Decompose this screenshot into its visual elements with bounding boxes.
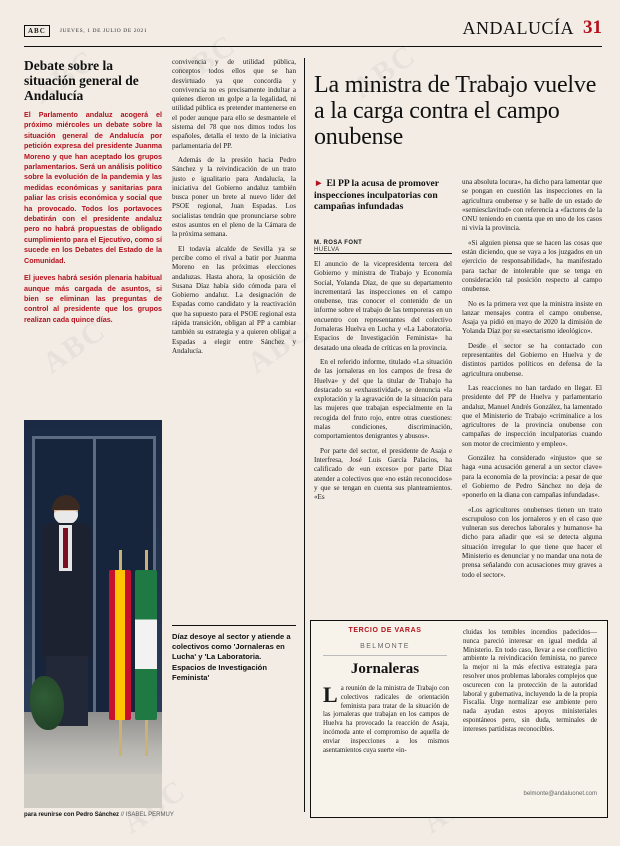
body-paragraph: Por parte del sector, el presidente de Asaja e Interfresa, José Luis García Palacios, ha calificado de «un exceso» por parte Díaz atender a colectivos que «no están reconocidos» y que se tengan en cuenta sus planteamientos. «Es <box>314 446 452 502</box>
byline-author: M. ROSA FONT <box>314 240 363 246</box>
body-paragraph: Las reacciones no han tardado en llegar. El presidente del PP de Huelva y parlamentario andaluz, Manuel Andrés González, ha lamentado que el Ministerio de Trabajo «criminalice a los agricultores de la provincia onubense con campañas de inspección inculpatorias cuando son motor de crecimiento y empleo». <box>462 383 602 448</box>
body-paragraph: «Si alguien piensa que se hacen las cosas que están diciendo, que se vaya a los juzgados en un ejercicio de responsabilidad», ha manifestado para tachar de intolerable que se tenga en consideración tal posición respecto al campo onubense. <box>462 238 602 294</box>
caption-credit: // ISABEL PERMUY <box>120 812 174 818</box>
body-paragraph: «Los agricultores onubenses tienen un trato escrupuloso con los jornaleros y en el caso que vulneran sus derechos laborales y humanos» ha dicho para añadir que «si se detecta alguna situación irregular lo que tiene que hacer el Ministerio es denunciar y no mandar una nota de prensa señalando con acusaciones muy graves a todo el sector». <box>462 505 602 579</box>
body-paragraph: El anuncio de la vicepresidenta tercera del Gobierno y ministra de Trabajo y Economía Social, Yolanda Díaz, de que su departamento incrementará las inspecciones en el campo onubense, tras conocer el contenido de un informe sobre el trabajo de las temporeras en un encuentro con representantes del colectivo Jornaleras Huelva en Lucha y «La Laboratoria. Espacios de Investigación Feminista» ha desatado una oleada de críticas en la provincia. <box>314 260 452 352</box>
byline-rule <box>314 253 452 254</box>
right-article-column-2 <box>462 178 602 585</box>
opinion-column-1 <box>323 682 449 759</box>
photo-caption <box>24 812 214 818</box>
column-separator <box>304 58 305 812</box>
drop-cap: L <box>323 682 338 707</box>
body-paragraph: Además de la presión hacia Pedro Sánchez y la reivindicación de un trato justo e igualitario para Andalucía, la iniciativa del Gobierno andaluz también busca poner un brete al nuevo líder del PSOE regional, Juan Espadas. Los socialistas tendrán que pronunciarse sobre estos asuntos en el pleno de la Cámara de la próxima semana. <box>172 155 296 239</box>
abc-logo: ABC <box>24 25 50 37</box>
article-photo <box>24 420 162 808</box>
left-article-pullquote: Díaz desoye al sector y atiende a colectivos como 'Jornaleras en Lucha' y 'La Laboratoria. Espacios de Investigación Feminista' <box>172 625 296 683</box>
right-article-column-1 <box>314 260 452 507</box>
face-mask <box>54 511 78 523</box>
andalusia-flag <box>134 570 160 750</box>
header-rule <box>24 46 602 47</box>
subhead-text: El PP la acusa de promover inspecciones inculpatorias con campañas infundadas <box>314 178 439 213</box>
body-paragraph: En el referido informe, titulado «La situación de las jornaleras en los campos de fresa de Huelva» y del que la titular de Trabajo ha destacado su «exhaustividad», se denuncia «la explotación y la agravación de la situación para las mujeres que trabajan especialmente en la recogida del fruto rojo, entre otras cuestiones: malas condiciones, discriminación, comportamientos denigrantes y abusos». <box>314 357 452 441</box>
opinion-kicker: TERCIO DE VARAS <box>348 627 422 634</box>
lead-paragraph: El Parlamento andaluz acogerá el próximo miércoles un debate sobre la situación general de Andalucía por petición expresa del presidente Juanma Moreno y que han aceptado los grupos parlamentarios. Será un análisis político sobre la evolución de la pandemia y las medidas económicas y sanitarias para paliar las crisis económica y social que ha provocado. Todos los portavoces debatirán con el presidente andaluz pero no habrá propuestas de obligado cumplimiento para el Ejecutivo, como sí sucede en los Debates del Estado de la Comunidad. <box>24 110 162 265</box>
page-title: La ministra de Trabajo vuelve a la carga contra el campo onubense <box>314 72 597 151</box>
body-paragraph: convivencia y de utilidad pública, conceptos todos ellos que se han desvirtuado ya que concordia y convivencia no es precisamente indultar a quienes dieron un golpe a la legalidad, ni utilidad pública es pretender mantenerse en el poder aunque para ello se desmantele el sistema del 78 que nos dimos todos los españoles, detalla el texto de la iniciativa parlamentaria del PP. <box>172 58 296 150</box>
body-paragraph: una absoluta locura», ha dicho para lamentar que se pongan en cuestión las inspecciones en la agricultura onubense y se halle de un estado de «semiesclavitud» con referencia a «factores de la ONU teniendo en cuenta que en uno de los casos ni vivía la provincia. <box>462 178 602 233</box>
article-subhead <box>314 178 452 213</box>
body-paragraph: González ha considerado «injusto» que se haga «una acusación general a un sector clave» para la economía de la provincia: a pesar de que el Gobierno de Pedro Sánchez no deja de «ponerlo en la diana con campañas infundadas». <box>462 454 602 500</box>
body-text: a reunión de la ministra de Trabajo con colectivos radicales de orientación feminista para tratar de la situación de las jornaleras que trabajan en los campos de Huelva ha provocado la reacción de Asaja, incómoda ante el compromiso de aquella de enviar inspecciones a los mismos asentamientos cuya suerte «in- <box>323 685 449 754</box>
body-paragraph: No es la primera vez que la ministra insiste en lanzar mensajes contra el campo onubense, Asaja ya pidió en mayo de 2020 la dimisión de Yolanda Díaz por su «sectarismo ideológico». <box>462 299 602 336</box>
body-paragraph <box>323 682 449 755</box>
left-article-body <box>172 58 296 361</box>
opinion-title: Jornaleras <box>350 661 420 677</box>
body-paragraph: El todavía alcalde de Sevilla ya se percibe como el rival a batir por Juanma Moreno en las próximas elecciones andaluzas. Hasta ahora, la oposición de Susana Díaz había sido cómoda para el Gobierno andaluz. La designación de Espadas como candidato y la reactivación que ha supuesto para el PSOE regional esta rápida transición, obligan al PP a cambiar también su estrategia y a quieren obligar a Espadas a elegir entre Sánchez y Andalucía. <box>172 244 296 355</box>
byline <box>314 240 452 253</box>
issue-date: JUEVES, 1 DE JULIO DE 2021 <box>59 28 148 35</box>
caption-text: para reunirse con Pedro Sánchez <box>24 812 120 818</box>
left-article <box>24 58 162 332</box>
photo-carpet <box>24 774 162 808</box>
bullet-icon: ► <box>314 178 324 189</box>
person-tie <box>63 528 68 568</box>
opinion-box <box>310 620 608 818</box>
lead-paragraph: El jueves habrá sesión plenaria habitual aunque más cargada de asuntos, si bien se eliminan las preguntas de control al presidente que los grupos realizan cada quince días. <box>24 273 162 324</box>
section-title: ANDALUCÍA <box>462 18 574 38</box>
left-article-title: Debate sobre la situación general de Andalucía <box>24 58 139 103</box>
person-hair <box>52 495 80 510</box>
flag-cloth <box>135 570 157 720</box>
page-number: 31 <box>583 17 602 38</box>
spain-flag <box>108 570 134 750</box>
opinion-email: belmonte@andaluonet.com <box>523 791 597 797</box>
opinion-column-2 <box>463 629 597 739</box>
left-article-lead <box>24 110 162 325</box>
flag-cloth <box>109 570 131 720</box>
opinion-author: BELMONTE <box>360 643 410 650</box>
byline-place: HUELVA <box>314 247 340 253</box>
opinion-rule <box>323 655 447 656</box>
body-paragraph: cluidas los temibles incendios padecidos— nunca pareció interesar en igual medida al Ministerio. En todo caso, llevar a ese conflictivo ambiente la reivindicación feminista, no parece la mejor ni la más efectiva estrategia para resolver unos problemas laborales complejos que oscurecen con la protección de la autoridad laboral y gubernativa, incluyendo la de la propia Fiscalía. Urge normalizar ese ambiente pero nada ayudan estos apoyos ministeriales espontáneos pero, sin duda, terminales de intereses partidistas reconocibles. <box>463 629 597 733</box>
body-paragraph: Desde el sector se ha contactado con representantes del Gobierno en Huelva y de distintos partidos políticos en defensa de la agricultura onubense. <box>462 341 602 378</box>
